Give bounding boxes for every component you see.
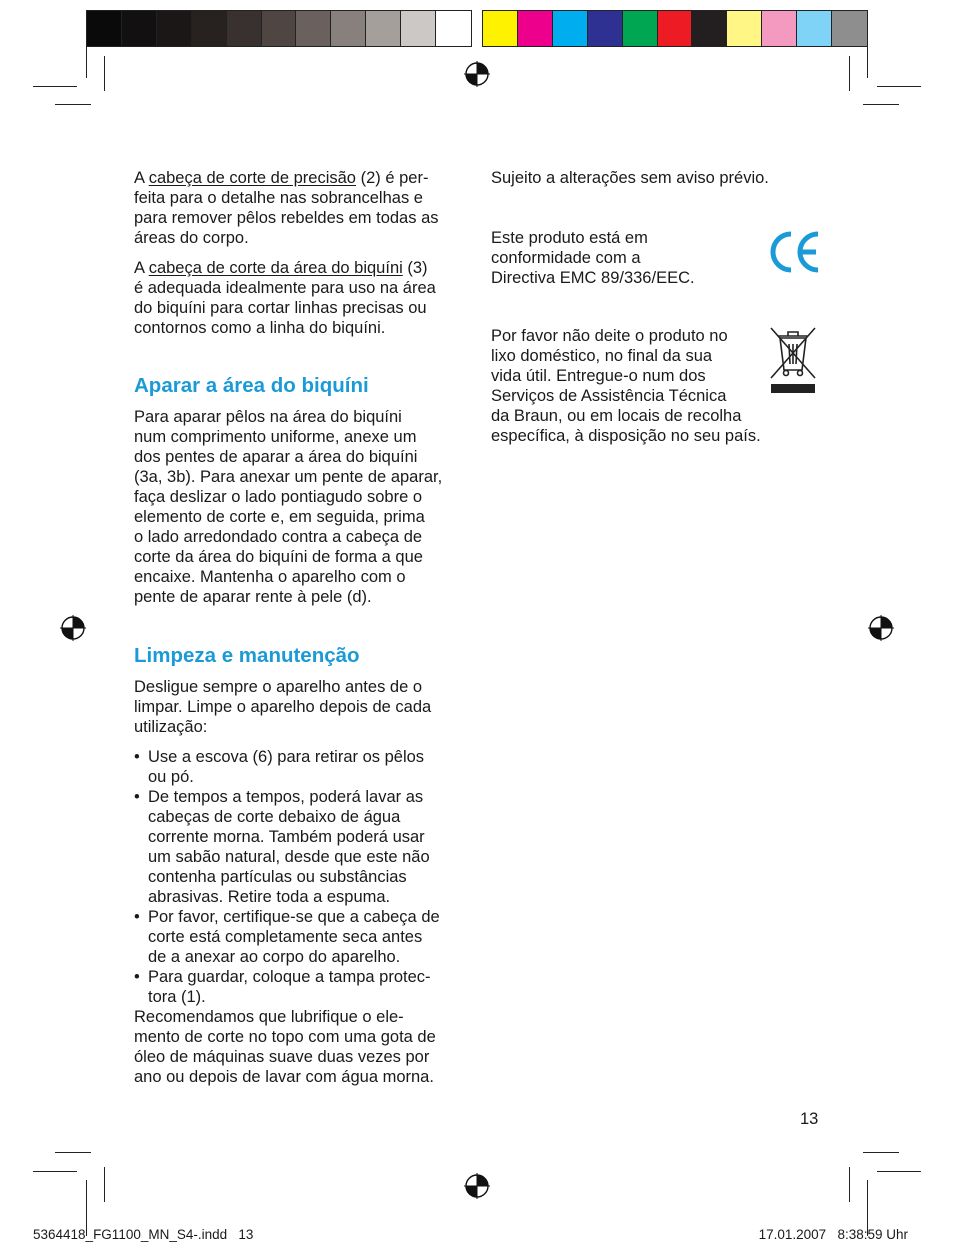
color-swatch (553, 11, 588, 46)
color-swatch (518, 11, 553, 46)
color-swatch (762, 11, 797, 46)
emc-conformity-text: Este produto está em conformidade com a Directiva EMC 89/336/EEC. (491, 229, 695, 287)
registration-target-icon (60, 615, 86, 641)
gray-swatch (296, 11, 331, 46)
left-column (134, 168, 464, 1097)
lubrication-paragraph: Recomendamos que lubrifique o ele- mento de corte no topo com uma gota de óleo de máquinas suave duas vezes por ano ou depois de lavar com água morna. (134, 1008, 436, 1086)
color-swatch (623, 11, 658, 46)
gray-swatch (87, 11, 122, 46)
text-run: (2) é per- feita para o detalhe nas sobrancelhas e para remover pêlos rebeldes em todas as áreas do corpo. (134, 169, 439, 247)
color-swatch (483, 11, 518, 46)
text-run: A (134, 259, 149, 277)
page-number: 13 (800, 1110, 819, 1128)
color-swatch (588, 11, 623, 46)
gray-swatch (331, 11, 366, 46)
text-run: A (134, 169, 149, 187)
list-item: • Para guardar, coloque a tampa protec- tora (1). (134, 967, 464, 1007)
bikini-head-term: cabeça de corte da área do biquíni (148, 259, 403, 277)
registration-target-icon (464, 1173, 490, 1199)
crossed-out-wheelie-bin-icon (769, 324, 817, 396)
gray-swatch (262, 11, 297, 46)
section-heading-bikini-trimming: Aparar a área do biquíni (134, 374, 369, 397)
gray-swatch (192, 11, 227, 46)
precision-head-paragraph (134, 168, 464, 248)
right-column (491, 168, 821, 456)
section-heading-cleaning: Limpeza e manutenção (134, 644, 360, 667)
precision-head-term: cabeça de corte de precisão (148, 169, 356, 187)
color-swatch (692, 11, 727, 46)
cleaning-intro-paragraph: Desligue sempre o aparelho antes de o limpar. Limpe o aparelho depois de cada utilização: (134, 678, 432, 736)
bikini-trimming-paragraph: Para aparar pêlos na área do biquíni num comprimento uniforme, anexe um dos pentes de aparar a área do biquíni (3a, 3b). Para anexar um pente de aparar, faça deslizar o lado pontiagudo sobre o elemento de corte e, em seguida, prima o lado arredondado contra a cabeça de corte da área do biquíni de forma a que encaixe. Mantenha o aparelho com o pente de aparar rente à pele (d). (134, 408, 443, 606)
ce-mark-icon (768, 228, 822, 276)
registration-target-icon (868, 615, 894, 641)
gray-swatch (366, 11, 401, 46)
gray-swatch (122, 11, 157, 46)
list-item: • Use a escova (6) para retirar os pêlos ou pó. (134, 747, 464, 787)
bikini-head-paragraph (134, 258, 464, 338)
color-swatch (832, 11, 867, 46)
list-item: • Por favor, certifique-se que a cabeça de corte está completamente seca antes de a anexar ao corpo do aparelho. (134, 907, 464, 967)
footer-file-name: 5364418_FG1100_MN_S4-.indd 13 (33, 1227, 254, 1242)
gray-swatch (157, 11, 192, 46)
gray-calibration-strip (86, 10, 472, 47)
gray-swatch (401, 11, 436, 46)
cleaning-bullet-list (134, 747, 464, 1007)
disposal-text: Por favor não deite o produto no lixo doméstico, no final da sua vida útil. Entregue-o num dos Serviços de Assistência Técnica da Braun, ou em locais de recolha específica, à disposição no seu país. (491, 327, 761, 445)
list-item: • De tempos a tempos, poderá lavar as cabeças de corte debaixo de água corrente morna. Também poderá usar um sabão natural, desde que este não contenha partículas ou substâncias abrasivas. Retire toda a espuma. (134, 787, 464, 907)
color-swatch (658, 11, 693, 46)
footer-timestamp: 17.01.2007 8:38:59 Uhr (758, 1227, 908, 1242)
color-swatch (797, 11, 832, 46)
gray-swatch (227, 11, 262, 46)
color-calibration-strip (482, 10, 868, 47)
registration-target-icon (464, 61, 490, 87)
subject-to-change-note: Sujeito a alterações sem aviso prévio. (491, 169, 769, 187)
color-swatch (727, 11, 762, 46)
gray-swatch (436, 11, 471, 46)
text-run: (3) é adequada idealmente para uso na área do biquíni para cortar linhas precisas ou contornos como a linha do biquíni. (134, 259, 436, 337)
